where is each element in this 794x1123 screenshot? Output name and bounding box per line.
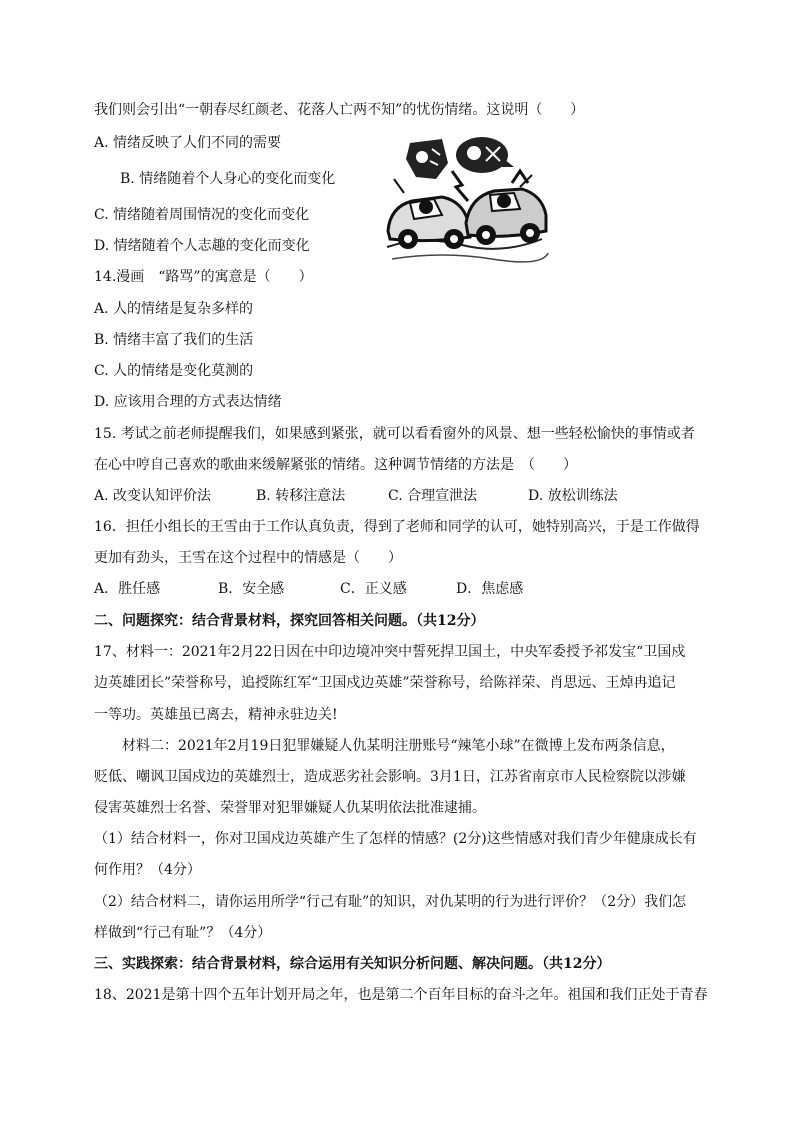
section-2-heading: 二、问题探究：结合背景材料，探究回答相关问题。（共12分） [94,613,485,629]
angry-bubble-right [456,137,514,173]
q17-material1-line3: 一等功。英雄虽已离去，精神永驻边关! [94,707,338,723]
q15-option-b: B. 转移注意法 [256,488,346,504]
q17-material1-line2: 边英雄团长”荣誉称号，追授陈红军“卫国戍边英雄”荣誉称号，给陈祥荣、肖思远、王焯冉追记 [94,675,676,691]
q17-material1-line1: 17、材料一：2021年2月22日因在中印边境冲突中誓死捍卫国土，中央军委授予祁发宝“卫国戍 [94,644,686,660]
q14-option-c: C. 人的情绪是变化莫测的 [94,363,254,379]
q17-sub1-line1: （1）结合材料一，你对卫国戍边英雄产生了怎样的情感？(2分)这些情感对我们青少年健康成长有 [94,831,697,847]
q15-option-c: C. 合理宣泄法 [388,488,478,504]
q16-option-c: C．正义感 [340,581,407,597]
road-rage-cartoon [382,135,550,271]
q17-material2-line2: 贬低、嘲讽卫国戍边的英雄烈士，造成恶劣社会影响。3月1日，江苏省南京市人民检察院以涉嫌 [94,769,686,785]
q17-sub1-line2: 何作用？（4分） [94,862,201,878]
q13-option-c: C. 情绪随着周围情况的变化而变化 [94,207,310,223]
car-right-icon [466,171,546,245]
q16-option-a: A．胜任感 [94,581,161,597]
q16-stem-line1: 16．担任小组长的王雪由于工作认真负责，得到了老师和同学的认可，她特别高兴，于是工作做得 [94,519,700,535]
q13-option-a: A. 情绪反映了人们不同的需要 [94,135,282,151]
angry-bubble-left [406,139,448,179]
q14-option-a: A. 人的情绪是复杂多样的 [94,301,254,317]
q14-option-b: B. 情绪丰富了我们的生活 [94,332,254,348]
q15-stem-line1: 15. 考试之前老师提醒我们，如果感到紧张，就可以看看窗外的风景、想一些轻松愉快的事情或者 [94,426,695,442]
q13-option-b: B. 情绪随着个人身心的变化而变化 [120,171,336,187]
q17-sub2-line2: 样做到“行己有耻”？（4分） [94,925,272,941]
q14-stem: 14.漫画 “路骂”的寓意是（ ） [94,269,313,285]
q15-option-d: D. 放松训练法 [528,488,618,504]
q16-stem-line2: 更加有劲头，王雪在这个过程中的情感是（ ） [94,550,402,566]
q16-option-d: D．焦虑感 [456,581,524,597]
q14-option-d: D. 应该用合理的方式表达情绪 [94,394,282,410]
section-3-heading: 三、实践探索：结合背景材料，综合运用有关知识分析问题、解决问题。（共12分） [94,956,611,972]
q17-material2-line3: 侵害英雄烈士名誉、荣誉罪对犯罪嫌疑人仇某明依法批准逮捕。 [94,800,486,816]
q15-stem-line2: 在心中哼自己喜欢的歌曲来缓解紧张的情绪。这种调节情绪的方法是 （ ） [94,457,577,473]
q17-sub2-line1: （2）结合材料二，请你运用所学“行己有耻”的知识，对仇某明的行为进行评价？（2分）我们怎 [94,894,687,910]
q13-stem: 我们则会引出“一朝春尽红颜老、花落人亡两不知”的忧伤情绪。这说明（ ） [94,102,585,118]
q13-option-d: D. 情绪随着个人志趣的变化而变化 [94,238,310,254]
q18-line1: 18、2021是第十四个五年计划开局之年，也是第二个百年目标的奋斗之年。祖国和我们正处于青春 [94,987,708,1003]
q16-option-b: B．安全感 [218,581,285,597]
q17-material2-line1: 材料二：2021年2月19日犯罪嫌疑人仇某明注册账号“辣笔小球”在微博上发布两条信息， [122,738,675,754]
q15-option-a: A. 改变认知评价法 [94,488,212,504]
car-left-icon [388,197,470,249]
